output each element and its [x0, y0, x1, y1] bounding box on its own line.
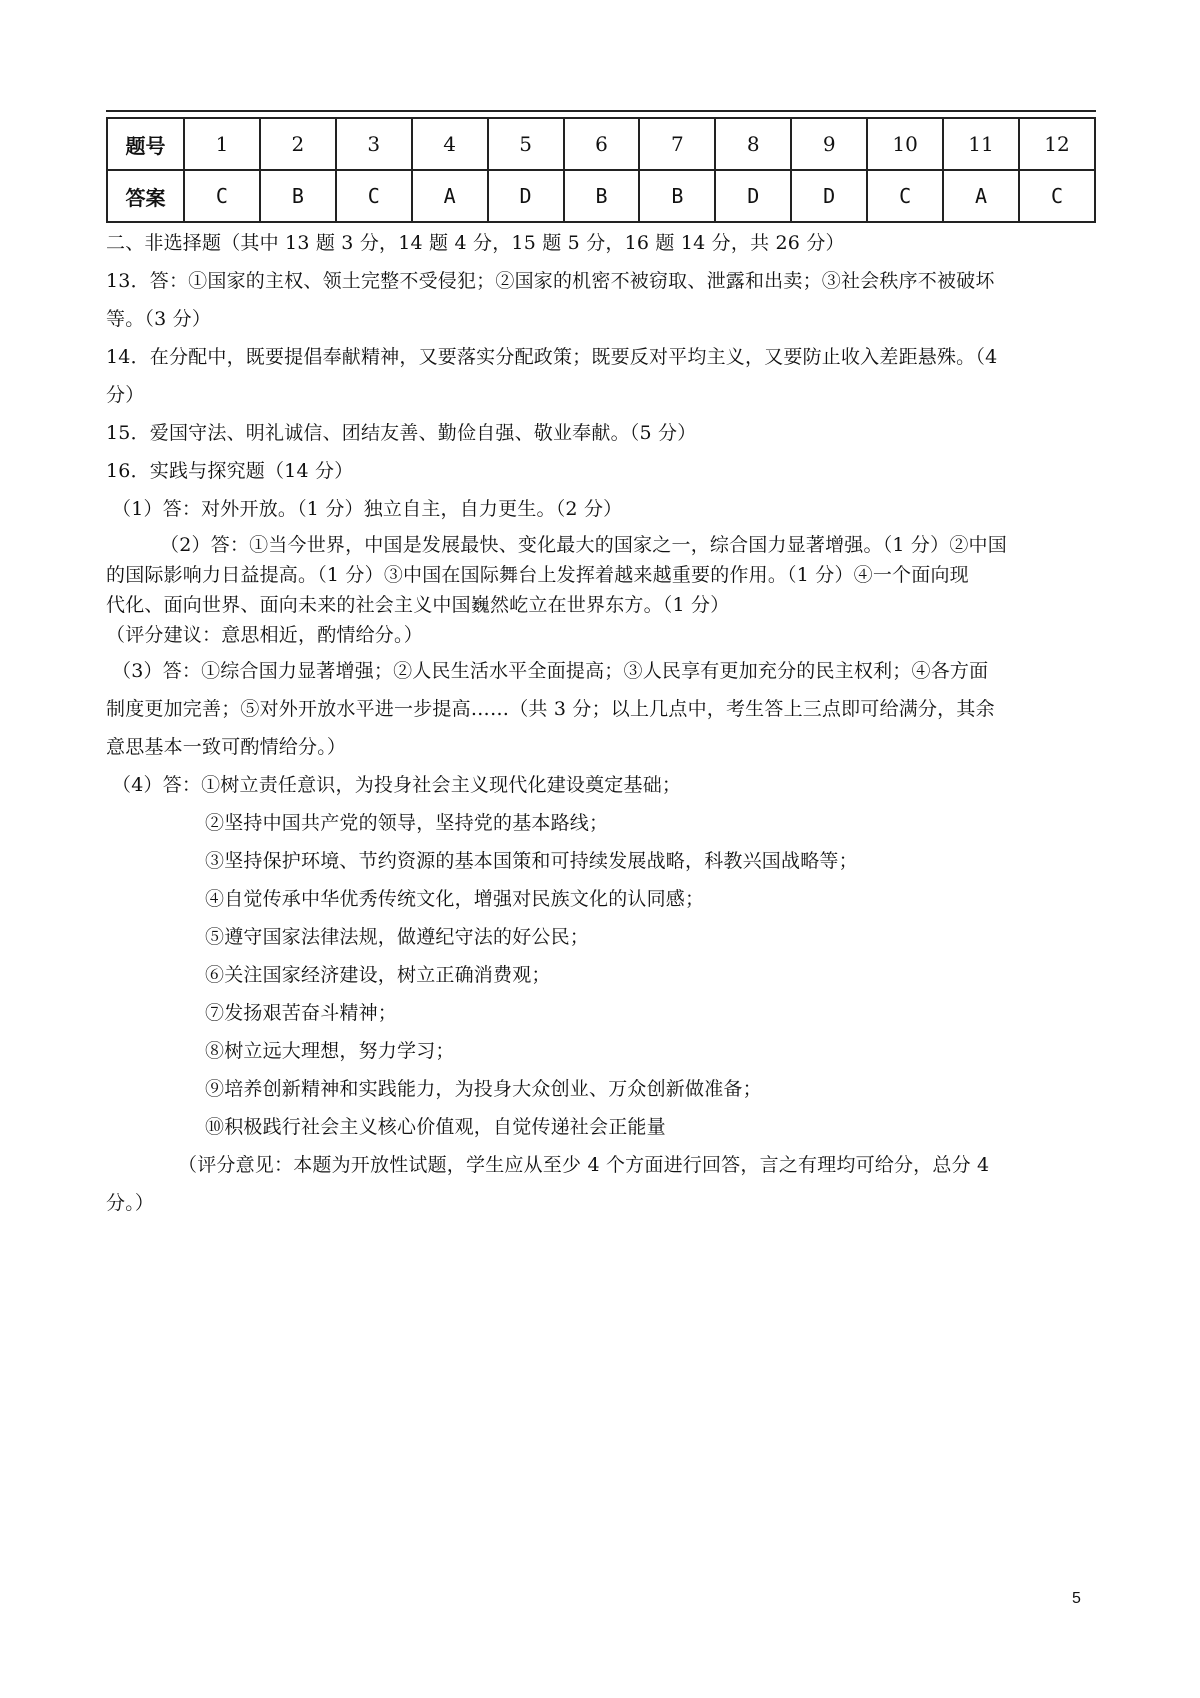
question-number: 2	[260, 118, 336, 170]
answer-13-line-2: 等。（3 分）	[106, 308, 212, 330]
scoring-note-1: （评分建议：意思相近，酌情给分。）	[106, 624, 423, 646]
question-number: 8	[715, 118, 791, 170]
answer-value: A	[943, 170, 1019, 222]
answer-16-part-4-item-7: ⑦发扬艰苦奋斗精神；	[205, 1002, 398, 1024]
answer-value: C	[1019, 170, 1095, 222]
answer-16-part-2-line-3: 代化、面向世界、面向未来的社会主义中国巍然屹立在世界东方。（1 分）	[106, 594, 730, 616]
question-number: 6	[564, 118, 640, 170]
question-number: 5	[488, 118, 564, 170]
answer-13-line-1: 13．答：①国家的主权、领土完整不受侵犯；②国家的机密不被窃取、泄露和出卖；③社会秩序不被破坏	[106, 270, 995, 292]
question-number: 4	[412, 118, 488, 170]
answer-value: B	[639, 170, 715, 222]
question-number: 3	[336, 118, 412, 170]
answer-16-part-4-item-9: ⑨培养创新精神和实践能力，为投身大众创业、万众创新做准备；	[205, 1078, 762, 1100]
page-number: 5	[1072, 1590, 1081, 1607]
table-row-answers	[107, 170, 1095, 222]
answer-16-part-4-item-6: ⑥关注国家经济建设，树立正确消费观；	[205, 964, 551, 986]
answer-16-part-1: （1）答：对外开放。（1 分）独立自主，自力更生。（2 分）	[112, 498, 623, 520]
answer-16-heading: 16．实践与探究题（14 分）	[106, 460, 354, 482]
answer-value: D	[488, 170, 564, 222]
answer-16-part-4-item-10: ⑩积极践行社会主义核心价值观，自觉传递社会正能量	[205, 1116, 666, 1138]
answer-value: C	[184, 170, 260, 222]
answer-16-part-4-item-8: ⑧树立远大理想，努力学习；	[205, 1040, 455, 1062]
answer-value: A	[412, 170, 488, 222]
answer-value: C	[336, 170, 412, 222]
answer-value: D	[715, 170, 791, 222]
answer-16-part-4-item-5: ⑤遵守国家法律法规，做遵纪守法的好公民；	[205, 926, 590, 948]
answer-14-line-2: 分）	[106, 384, 145, 406]
top-rule	[106, 110, 1096, 112]
answer-14-line-1: 14．在分配中，既要提倡奉献精神，又要落实分配政策；既要反对平均主义，又要防止收入差距悬殊。（4	[106, 346, 998, 368]
answer-16-part-4-item-3: ③坚持保护环境、节约资源的基本国策和可持续发展战略，科教兴国战略等；	[205, 850, 858, 872]
question-number: 10	[867, 118, 943, 170]
answer-16-part-3-line-1: （3）答：①综合国力显著增强；②人民生活水平全面提高；③人民享有更加充分的民主权利；④各方面	[112, 660, 989, 682]
answer-16-part-4-item-2: ②坚持中国共产党的领导，坚持党的基本路线；	[205, 812, 609, 834]
answer-value: D	[791, 170, 867, 222]
answer-16-part-2-line-2: 的国际影响力日益提高。（1 分）③中国在国际舞台上发挥着越来越重要的作用。（1 分）④一个面向现	[106, 564, 969, 586]
table-row-numbers	[107, 118, 1095, 170]
answer-16-part-4-line-1: （4）答：①树立责任意识，为投身社会主义现代化建设奠定基础；	[112, 774, 682, 796]
answer-15: 15．爱国守法、明礼诚信、团结友善、勤俭自强、敬业奉献。（5 分）	[106, 422, 697, 444]
question-number: 7	[639, 118, 715, 170]
header-label: 题号	[107, 118, 184, 170]
answer-16-part-3-line-3: 意思基本一致可酌情给分。）	[106, 736, 347, 758]
scoring-note-2-line-2: 分。）	[106, 1192, 155, 1214]
question-number: 9	[791, 118, 867, 170]
answer-value: C	[867, 170, 943, 222]
answer-value: B	[260, 170, 336, 222]
answer-16-part-2-line-1: （2）答：①当今世界，中国是发展最快、变化最大的国家之一，综合国力显著增强。（1 分）②中国	[160, 534, 1007, 556]
answer-label: 答案	[107, 170, 184, 222]
answer-value: B	[564, 170, 640, 222]
section-heading: 二、非选择题（其中 13 题 3 分，14 题 4 分，15 题 5 分，16 题 14 分，共 26 分）	[106, 232, 845, 254]
question-number: 11	[943, 118, 1019, 170]
answer-16-part-3-line-2: 制度更加完善；⑤对外开放水平进一步提高……（共 3 分；以上几点中，考生答上三点即可给满分，其余	[106, 698, 995, 720]
question-number: 12	[1019, 118, 1095, 170]
answer-table	[106, 117, 1096, 223]
question-number: 1	[184, 118, 260, 170]
answer-16-part-4-item-4: ④自觉传承中华优秀传统文化，增强对民族文化的认同感；	[205, 888, 705, 910]
scoring-note-2-line-1: （评分意见：本题为开放性试题，学生应从至少 4 个方面进行回答，言之有理均可给分，总分 4	[178, 1154, 990, 1176]
